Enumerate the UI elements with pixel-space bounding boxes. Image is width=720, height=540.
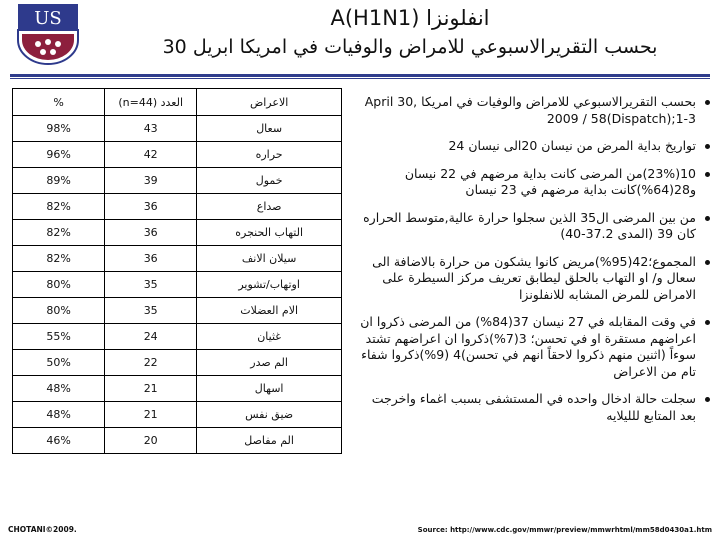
cell-percent: 80% xyxy=(13,272,105,298)
table-row xyxy=(13,376,342,402)
cell-percent: 55% xyxy=(13,324,105,350)
cell-count: 43 xyxy=(105,116,197,142)
list-item: تواريخ بداية المرض من نيسان 20الى نيسان 24 xyxy=(360,138,712,155)
list-item: 10(23%)من المرضى كانت بداية مرضهم في 22 نيسان و28(64%)كانت بداية مرضهم في 23 نيسان xyxy=(360,166,712,199)
table-row xyxy=(13,324,342,350)
list-item: سجلت حالة ادخال واحده في المستشفى بسبب اغماء واخرجت بعد المتابع للليلايه xyxy=(360,391,712,424)
footer-copyright: CHOTANI©2009. xyxy=(8,525,77,534)
cell-percent: 82% xyxy=(13,246,105,272)
cell-symptom: خمول xyxy=(197,168,342,194)
table-row xyxy=(13,246,342,272)
table-row xyxy=(13,168,342,194)
cell-percent: 46% xyxy=(13,428,105,454)
header-divider xyxy=(10,74,710,77)
symptoms-table-container xyxy=(12,88,342,454)
table-row xyxy=(13,428,342,454)
svg-text:US: US xyxy=(34,8,62,29)
table-row xyxy=(13,116,342,142)
cell-count: 36 xyxy=(105,220,197,246)
cell-percent: 48% xyxy=(13,402,105,428)
cell-symptom: الم مفاصل xyxy=(197,428,342,454)
column-header-count: العدد (n=44) xyxy=(105,89,197,116)
list-item: في وقت المقابله في 27 نيسان 37(84%) من المرضى ذكروا ان اعراضهم مستقرة او في تحسن؛ 3(7%)ذكروا ان اعراضهم تشتد سوءاً (اثنين منهم ذكروا لاحقاً انهم في تحسن)4 (9%)ذكروا شفاء تام من الاعراض xyxy=(360,314,712,380)
cell-count: 35 xyxy=(105,272,197,298)
table-row xyxy=(13,350,342,376)
cell-count: 42 xyxy=(105,142,197,168)
cell-symptom: ضيق نفس xyxy=(197,402,342,428)
cell-symptom: سيلان الانف xyxy=(197,246,342,272)
cell-symptom: اسهال xyxy=(197,376,342,402)
table-row xyxy=(13,194,342,220)
cell-percent: 50% xyxy=(13,350,105,376)
cell-percent: 80% xyxy=(13,298,105,324)
table-header-row xyxy=(13,89,342,116)
cell-count: 20 xyxy=(105,428,197,454)
symptoms-table xyxy=(12,88,342,454)
cell-percent: 89% xyxy=(13,168,105,194)
table-row xyxy=(13,220,342,246)
title-line-1: انفلونزا A(H1N1) xyxy=(330,6,490,30)
cell-symptom: الام العضلات xyxy=(197,298,342,324)
cell-count: 21 xyxy=(105,402,197,428)
cell-count: 21 xyxy=(105,376,197,402)
bullet-list xyxy=(360,92,712,435)
cell-percent: 82% xyxy=(13,194,105,220)
university-logo-icon xyxy=(12,2,84,66)
table-row xyxy=(13,298,342,324)
cell-symptom: صداع xyxy=(197,194,342,220)
cell-percent: 48% xyxy=(13,376,105,402)
cell-symptom: اوتهاب/تشوير xyxy=(197,272,342,298)
cell-count: 39 xyxy=(105,168,197,194)
table-row xyxy=(13,272,342,298)
footer-source: Source: http://www.cdc.gov/mmwr/preview/mmwrhtml/mm58d0430a1.htm xyxy=(417,526,712,534)
cell-count: 24 xyxy=(105,324,197,350)
cell-percent: 82% xyxy=(13,220,105,246)
column-header-percent: % xyxy=(13,89,105,116)
cell-symptom: التهاب الحنجره xyxy=(197,220,342,246)
list-item: بحسب التقريرالاسبوعي للامراض والوفيات في امريكا April 30, 2009 / 58(Dispatch);1-3 xyxy=(360,94,712,127)
slide-header xyxy=(0,0,720,78)
cell-count: 36 xyxy=(105,194,197,220)
header-divider-thin xyxy=(10,78,710,79)
cell-symptom: حراره xyxy=(197,142,342,168)
cell-symptom: سعال xyxy=(197,116,342,142)
table-row xyxy=(13,402,342,428)
page-title xyxy=(100,4,720,61)
column-header-symptom: الاعراض xyxy=(197,89,342,116)
title-line-2: بحسب التقريرالاسبوعي للامراض والوفيات في امريكا ابريل 30 xyxy=(162,36,658,58)
list-item: من بين المرضى ال35 الذين سجلوا حرارة عالية,متوسط الحراره كان 39 (المدى 37.2-40) xyxy=(360,210,712,243)
cell-count: 22 xyxy=(105,350,197,376)
table-row xyxy=(13,142,342,168)
cell-count: 36 xyxy=(105,246,197,272)
cell-count: 35 xyxy=(105,298,197,324)
cell-percent: 96% xyxy=(13,142,105,168)
cell-symptom: غثيان xyxy=(197,324,342,350)
cell-percent: 98% xyxy=(13,116,105,142)
cell-symptom: الم صدر xyxy=(197,350,342,376)
list-item: المجموع؛42(95%)مريض كانوا يشكون من حرارة بالاضافة الى سعال و/ او التهاب بالحلق ليطابق تعريف مركز السيطرة على الامراض للمرض المشابه للانفلونزا xyxy=(360,254,712,304)
